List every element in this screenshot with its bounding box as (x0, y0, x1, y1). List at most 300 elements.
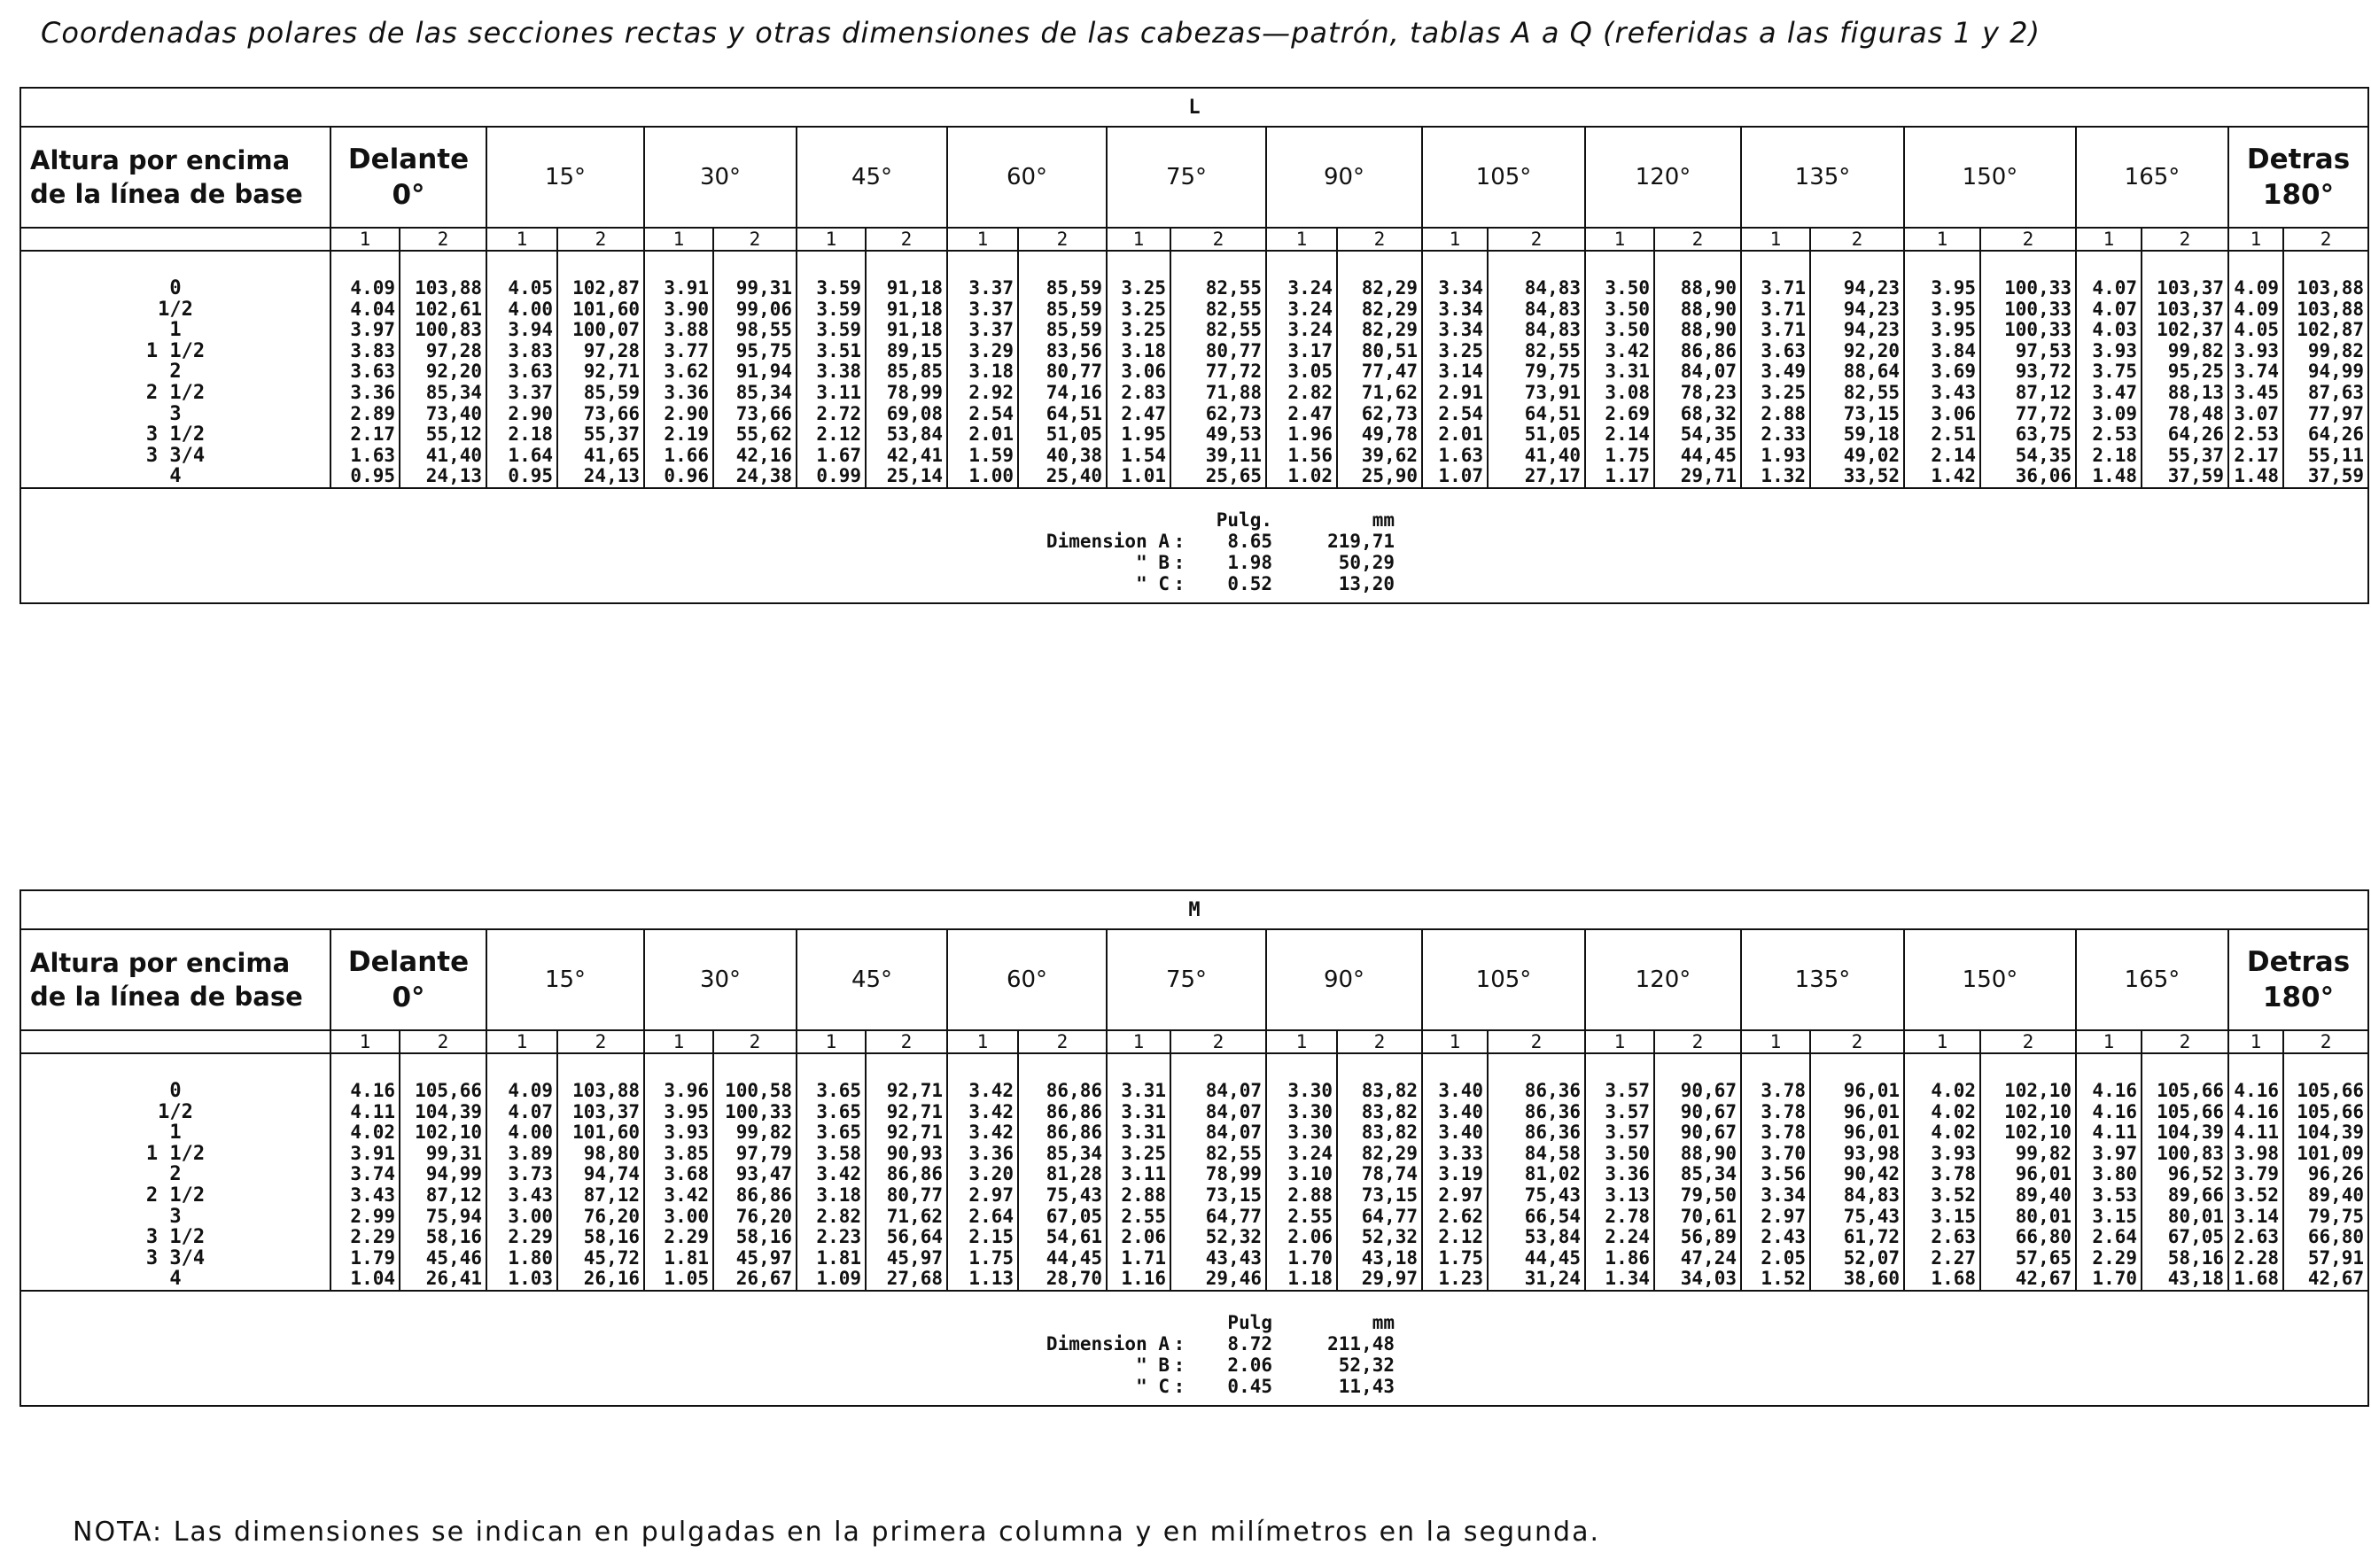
height-value: 0 (169, 277, 182, 299)
dimension-colon: : (1173, 1332, 1186, 1355)
table-cell: 3.25 (1438, 339, 1483, 361)
unit-inches-header: Pulg (1227, 1311, 1272, 1333)
inches-column (947, 251, 1018, 488)
height-value: 1 1/2 (145, 339, 206, 362)
table-cell: 100,33 (2004, 319, 2072, 341)
table-cell: 75,43 (1843, 1205, 1900, 1227)
table-cell: 44,45 (1524, 1246, 1581, 1269)
table-cell: 85,34 (735, 381, 792, 403)
table-cell: 90,42 (1843, 1163, 1900, 1185)
table-cell: 84,83 (1524, 298, 1581, 320)
dimension-label: " B (1136, 1354, 1170, 1376)
table-cell: 3.80 (2092, 1163, 2137, 1185)
height-values-column (20, 1053, 330, 1291)
table-cell: 1.03 (508, 1268, 553, 1290)
page-title: Coordenadas polares de las secciones rectas y otras dimensiones de las cabezas—patrón, tablas A a Q (referidas a las figuras 1 y 2) (41, 16, 2041, 50)
table-cell: 1.54 (1121, 444, 1166, 466)
inches-column (1266, 251, 1337, 488)
millimeters-column (1170, 251, 1266, 488)
angle-degrees: 180° (2262, 179, 2335, 211)
millimeters-column (1018, 251, 1107, 488)
table-cell: 86,36 (1524, 1122, 1581, 1144)
table-cell: 4.11 (2092, 1122, 2137, 1144)
table-cell: 3.34 (1761, 1184, 1806, 1206)
table-cell: 102,61 (415, 298, 482, 320)
table-cell: 26,67 (735, 1268, 792, 1290)
table-cell: 85,59 (1046, 298, 1102, 320)
table-cell: 82,29 (1361, 319, 1418, 341)
table-cell: 104,39 (2157, 1122, 2224, 1144)
table-cell: 1.09 (816, 1268, 861, 1290)
table-cell: 24,38 (735, 465, 792, 487)
table-cell: 2.28 (2234, 1246, 2279, 1269)
inches-column (1741, 1053, 1810, 1291)
table-cell: 73,66 (735, 402, 792, 424)
table-cell: 3.29 (968, 339, 1014, 361)
table-cell: 3.40 (1438, 1080, 1483, 1101)
table-cell: 73,40 (425, 402, 482, 424)
table-cell: 92,20 (425, 361, 482, 383)
millimeters-column (400, 1053, 486, 1291)
table-cell: 78,48 (2167, 402, 2224, 424)
table-cell: 2.19 (664, 423, 709, 446)
subcolumn-header: 1 (486, 228, 557, 251)
table-cell: 29,97 (1361, 1268, 1418, 1290)
table-cell: 83,82 (1361, 1080, 1418, 1101)
table-cell: 64,26 (2307, 423, 2365, 446)
table-cell: 44,45 (1680, 444, 1737, 466)
table-cell: 84,83 (1524, 277, 1581, 299)
table-cell: 3.65 (816, 1080, 861, 1101)
table-cell: 4.16 (2092, 1080, 2137, 1101)
table-cell: 3.51 (816, 339, 861, 361)
table-cell: 58,16 (735, 1226, 792, 1248)
table-cell: 2.12 (1438, 1226, 1483, 1248)
table-cell: 97,53 (2015, 339, 2072, 361)
angle-header-row (20, 929, 2368, 1030)
table-cell: 58,16 (425, 1226, 482, 1248)
millimeters-column (1810, 251, 1904, 488)
table-cell: 2.54 (1438, 402, 1483, 424)
table-label-row (20, 88, 2368, 127)
table-cell: 88,90 (1680, 277, 1737, 299)
table-cell: 1.00 (968, 465, 1014, 487)
table-cell: 1.02 (1287, 465, 1333, 487)
table-cell: 2.47 (1121, 402, 1166, 424)
dimension-mm: 52,32 (1338, 1354, 1395, 1376)
table-cell: 62,73 (1361, 402, 1418, 424)
table-cell: 2.06 (1287, 1226, 1333, 1248)
table-cell: 90,93 (886, 1142, 943, 1164)
table-cell: 2.15 (968, 1226, 1014, 1248)
table-cell: 99,82 (735, 1122, 792, 1144)
table-cell: 3.75 (2092, 361, 2137, 383)
angle-header: 120° (1585, 929, 1741, 1030)
table-cell: 2.05 (1761, 1246, 1806, 1269)
angle-direction: Delante (347, 144, 470, 175)
dimension-label: Dimension A (1046, 530, 1170, 552)
table-cell: 49,02 (1843, 444, 1900, 466)
table-cell: 33,52 (1843, 465, 1900, 487)
height-value: 1 (169, 319, 182, 342)
angle-header: 15° (486, 127, 644, 228)
table-cell: 3.14 (1438, 361, 1483, 383)
table-cell: 75,43 (1046, 1184, 1102, 1206)
inches-column (330, 251, 400, 488)
table-cell: 3.73 (508, 1163, 553, 1185)
table-cell: 2.17 (350, 423, 395, 446)
table-cell: 64,77 (1361, 1205, 1418, 1227)
table-cell: 3.95 (664, 1100, 709, 1122)
angle-header: 30° (644, 127, 797, 228)
dimensions-block (1005, 509, 1395, 594)
angle-header: 90° (1266, 127, 1422, 228)
table-cell: 4.16 (2234, 1080, 2279, 1101)
table-cell: 49,78 (1361, 423, 1418, 446)
table-cell: 1.93 (1761, 444, 1806, 466)
table-cell: 42,41 (886, 444, 943, 466)
dimension-colon: : (1173, 572, 1186, 594)
inches-column (330, 1053, 400, 1291)
table-cell: 0.95 (350, 465, 395, 487)
angle-header: 120° (1585, 127, 1741, 228)
table-cell: 1.52 (1761, 1268, 1806, 1290)
table-cell: 82,55 (1843, 381, 1900, 403)
table-cell: 84,58 (1524, 1142, 1581, 1164)
table-cell: 1.42 (1931, 465, 1976, 487)
table-cell: 55,62 (735, 423, 792, 446)
angle-header (330, 127, 486, 228)
table-cell: 76,20 (583, 1205, 640, 1227)
table-cell: 52,32 (1361, 1226, 1418, 1248)
table-cell: 96,01 (1843, 1122, 1900, 1144)
millimeters-column (866, 1053, 947, 1291)
angle-header-row (20, 127, 2368, 228)
table-cell: 55,12 (425, 423, 482, 446)
table-cell: 2.33 (1761, 423, 1806, 446)
table-cell: 3.96 (664, 1080, 709, 1101)
table-cell: 2.23 (816, 1226, 861, 1248)
height-value: 2 (169, 1163, 182, 1186)
table-cell: 1.01 (1121, 465, 1166, 487)
table-cell: 2.54 (968, 402, 1014, 424)
table-cell: 58,16 (2167, 1246, 2224, 1269)
table-cell: 31,24 (1524, 1268, 1581, 1290)
data-block (20, 1053, 2368, 1291)
table-cell: 1.34 (1605, 1268, 1650, 1290)
subcolumn-header: 1 (1266, 1030, 1337, 1053)
table-cell: 1.05 (664, 1268, 709, 1290)
subcolumn-header: 2 (1980, 1030, 2076, 1053)
table-cell: 3.31 (1605, 361, 1650, 383)
table-cell: 88,13 (2167, 381, 2224, 403)
table-cell: 2.55 (1121, 1205, 1166, 1227)
subcolumn-header: 2 (1488, 228, 1585, 251)
table-cell: 4.05 (508, 277, 553, 299)
table-cell: 99,06 (735, 298, 792, 320)
table-cell: 3.70 (1761, 1142, 1806, 1164)
subcolumn-header: 2 (1337, 228, 1422, 251)
table-cell: 1.16 (1121, 1268, 1166, 1290)
millimeters-column (1980, 251, 2076, 488)
table-cell: 90,67 (1680, 1122, 1737, 1144)
table-cell: 51,05 (1524, 423, 1581, 446)
table-cell: 3.25 (1121, 277, 1166, 299)
table-cell: 71,88 (1205, 381, 1262, 403)
table-cell: 2.90 (508, 402, 553, 424)
table-cell: 102,10 (2004, 1122, 2072, 1144)
table-cell: 2.97 (1761, 1205, 1806, 1227)
table-cell: 43,43 (1205, 1246, 1262, 1269)
subcolumn-header: 1 (1107, 228, 1170, 251)
dimension-mm: 50,29 (1338, 551, 1395, 573)
dimensions-block (1005, 1312, 1395, 1397)
height-value: 3 1/2 (145, 1226, 206, 1249)
dimension-label: " B (1136, 551, 1170, 573)
table-cell: 89,40 (2015, 1184, 2072, 1206)
inches-column (1422, 251, 1488, 488)
inches-column (2076, 251, 2142, 488)
table-cell: 3.25 (1121, 1142, 1166, 1164)
millimeters-column (400, 251, 486, 488)
table-cell: 82,29 (1361, 1142, 1418, 1164)
table-cell: 39,62 (1361, 444, 1418, 466)
table-cell: 2.12 (816, 423, 861, 446)
table-cell: 1.59 (968, 444, 1014, 466)
table-cell: 3.97 (350, 319, 395, 341)
table-cell: 53,84 (886, 423, 943, 446)
table-cell: 2.51 (1931, 423, 1976, 446)
height-value: 3 3/4 (145, 1246, 206, 1269)
table-cell: 1.48 (2234, 465, 2279, 487)
table-cell: 79,75 (1524, 361, 1581, 383)
inches-column (644, 1053, 713, 1291)
table-cell: 3.63 (350, 361, 395, 383)
inches-column (486, 1053, 557, 1291)
table-cell: 1.95 (1121, 423, 1166, 446)
table-cell: 82,55 (1524, 339, 1581, 361)
table-cell: 94,74 (583, 1163, 640, 1185)
inches-column (644, 251, 713, 488)
table-cell: 2.53 (2092, 423, 2137, 446)
subcolumn-header: 2 (866, 228, 947, 251)
table-cell: 2.29 (2092, 1246, 2137, 1269)
table-cell: 3.59 (816, 277, 861, 299)
table-cell: 1.96 (1287, 423, 1333, 446)
table-cell: 2.90 (664, 402, 709, 424)
table-cell: 77,72 (2015, 402, 2072, 424)
subcolumn-header: 2 (557, 228, 644, 251)
table-cell: 70,61 (1680, 1205, 1737, 1227)
table-cell: 3.93 (2234, 339, 2279, 361)
table-cell: 67,05 (1046, 1205, 1102, 1227)
table-cell: 86,86 (886, 1163, 943, 1185)
subcolumn-header: 2 (1018, 228, 1107, 251)
table-cell: 99,82 (2167, 339, 2224, 361)
table-cell: 2.64 (2092, 1226, 2137, 1248)
table-cell: 3.65 (816, 1122, 861, 1144)
table-cell: 1.68 (2234, 1268, 2279, 1290)
millimeters-column (1337, 251, 1422, 488)
table-cell: 85,59 (1046, 277, 1102, 299)
table-cell: 2.64 (968, 1205, 1014, 1227)
table-cell: 64,77 (1205, 1205, 1262, 1227)
table-cell: 25,40 (1046, 465, 1102, 487)
table-cell: 3.00 (664, 1205, 709, 1227)
table-cell: 1.04 (350, 1268, 395, 1290)
table-cell: 1.79 (350, 1246, 395, 1269)
table-cell: 103,37 (2157, 277, 2224, 299)
table-cell: 4.09 (2234, 298, 2279, 320)
unit-mm-header: mm (1372, 508, 1395, 531)
table-cell: 81,28 (1046, 1163, 1102, 1185)
table-cell: 93,72 (2015, 361, 2072, 383)
table-cell: 91,18 (886, 277, 943, 299)
table-cell: 3.49 (1761, 361, 1806, 383)
table-cell: 2.91 (1438, 381, 1483, 403)
table-cell: 3.42 (816, 1163, 861, 1185)
subcolumn-header: 1 (2076, 228, 2142, 251)
table-cell: 57,65 (2015, 1246, 2072, 1269)
table-cell: 1.63 (1438, 444, 1483, 466)
table-cell: 4.02 (1931, 1080, 1976, 1101)
table-cell: 97,79 (735, 1142, 792, 1164)
table-cell: 1.75 (1605, 444, 1650, 466)
table-cell: 3.15 (2092, 1205, 2137, 1227)
subcolumn-header: 2 (1810, 1030, 1904, 1053)
table-cell: 82,29 (1361, 277, 1418, 299)
table-cell: 1.75 (968, 1246, 1014, 1269)
table-cell: 77,72 (1205, 361, 1262, 383)
dimension-label: " C (1136, 572, 1170, 594)
table-cell: 42,16 (735, 444, 792, 466)
table-cell: 3.93 (2092, 339, 2137, 361)
table-cell: 94,23 (1843, 298, 1900, 320)
subcolumn-header: 1 (486, 1030, 557, 1053)
table-cell: 45,97 (735, 1246, 792, 1269)
table-cell: 54,35 (2015, 444, 2072, 466)
table-cell: 1.86 (1605, 1246, 1650, 1269)
table-cell: 3.90 (664, 298, 709, 320)
dimension-colon: : (1173, 551, 1186, 573)
height-column-header (20, 929, 330, 1030)
table-cell: 68,32 (1680, 402, 1737, 424)
subcolumn-header: 2 (557, 1030, 644, 1053)
table-cell: 2.27 (1931, 1246, 1976, 1269)
millimeters-column (2142, 251, 2228, 488)
subcolumn-header: 1 (644, 228, 713, 251)
table-cell: 3.09 (2092, 402, 2137, 424)
table-cell: 3.74 (350, 1163, 395, 1185)
table-cell: 99,31 (425, 1142, 482, 1164)
table-cell: 3.14 (2234, 1205, 2279, 1227)
table-cell: 2.92 (968, 381, 1014, 403)
table-cell: 100,33 (2004, 298, 2072, 320)
data-block (20, 251, 2368, 488)
table-cell: 3.50 (1605, 298, 1650, 320)
table-cell: 2.01 (968, 423, 1014, 446)
table-cell: 3.97 (2092, 1142, 2137, 1164)
table-cell: 90,67 (1680, 1100, 1737, 1122)
table-cell: 87,12 (425, 1184, 482, 1206)
table-cell: 2.06 (1121, 1226, 1166, 1248)
dimension-mm: 211,48 (1327, 1332, 1395, 1355)
coordinates-table-m (19, 889, 2369, 1407)
table-cell: 3.42 (968, 1080, 1014, 1101)
dimension-header-spacer (1005, 509, 1170, 531)
table-cell: 85,34 (1046, 1142, 1102, 1164)
table-cell: 3.95 (1931, 319, 1976, 341)
angle-degrees: 0° (392, 982, 425, 1013)
height-value: 4 (169, 465, 182, 488)
angle-header: 30° (644, 929, 797, 1030)
subcolumn-header: 1 (1585, 1030, 1654, 1053)
table-cell: 27,17 (1524, 465, 1581, 487)
table-cell: 3.24 (1287, 277, 1333, 299)
table-cell: 84,83 (1524, 319, 1581, 341)
subcolumn-header: 1 (1266, 228, 1337, 251)
millimeters-column (1337, 1053, 1422, 1291)
table-cell: 3.20 (968, 1163, 1014, 1185)
subcolumn-header: 2 (1018, 1030, 1107, 1053)
table-cell: 77,47 (1361, 361, 1418, 383)
table-cell: 102,10 (2004, 1080, 2072, 1101)
table-cell: 2.01 (1438, 423, 1483, 446)
table-cell: 4.07 (2092, 277, 2137, 299)
dimension-row (1005, 1376, 1395, 1397)
height-column-header (20, 127, 330, 228)
table-cell: 105,66 (2297, 1080, 2365, 1101)
table-cell: 3.95 (1931, 298, 1976, 320)
table-cell: 80,51 (1361, 339, 1418, 361)
dimensions-cell (20, 1291, 2368, 1406)
dimension-mm: 13,20 (1338, 572, 1395, 594)
subcolumn-header: 1 (1422, 228, 1488, 251)
table-cell: 84,07 (1205, 1100, 1262, 1122)
table-cell: 96,01 (1843, 1100, 1900, 1122)
table-cell: 25,65 (1205, 465, 1262, 487)
table-cell: 73,15 (1843, 402, 1900, 424)
table-cell: 1.81 (664, 1246, 709, 1269)
angle-header: 135° (1741, 127, 1904, 228)
table-cell: 102,37 (2157, 319, 2224, 341)
table-cell: 3.37 (968, 319, 1014, 341)
table-cell: 3.57 (1605, 1100, 1650, 1122)
table-cell: 61,72 (1843, 1226, 1900, 1248)
table-cell: 4.16 (350, 1080, 395, 1101)
table-cell: 80,77 (886, 1184, 943, 1206)
table-cell: 84,07 (1205, 1080, 1262, 1101)
table-cell: 84,83 (1843, 1184, 1900, 1206)
table-cell: 64,26 (2167, 423, 2224, 446)
dimension-row (1005, 1355, 1395, 1376)
angle-header: 60° (947, 929, 1107, 1030)
height-value: 1 (169, 1122, 182, 1145)
subcolumn-header: 1 (797, 228, 866, 251)
table-cell: 4.02 (1931, 1100, 1976, 1122)
table-cell: 88,90 (1680, 298, 1737, 320)
angle-header: 165° (2076, 929, 2228, 1030)
table-cell: 54,61 (1046, 1226, 1102, 1248)
table-cell: 82,55 (1205, 1142, 1262, 1164)
table-cell: 3.34 (1438, 298, 1483, 320)
table-cell: 4.07 (508, 1100, 553, 1122)
subcolumn-header: 2 (2283, 228, 2368, 251)
table-cell: 80,77 (1205, 339, 1262, 361)
dimensions-header (1005, 1312, 1395, 1333)
table-cell: 4.09 (350, 277, 395, 299)
angle-header: 150° (1904, 929, 2076, 1030)
